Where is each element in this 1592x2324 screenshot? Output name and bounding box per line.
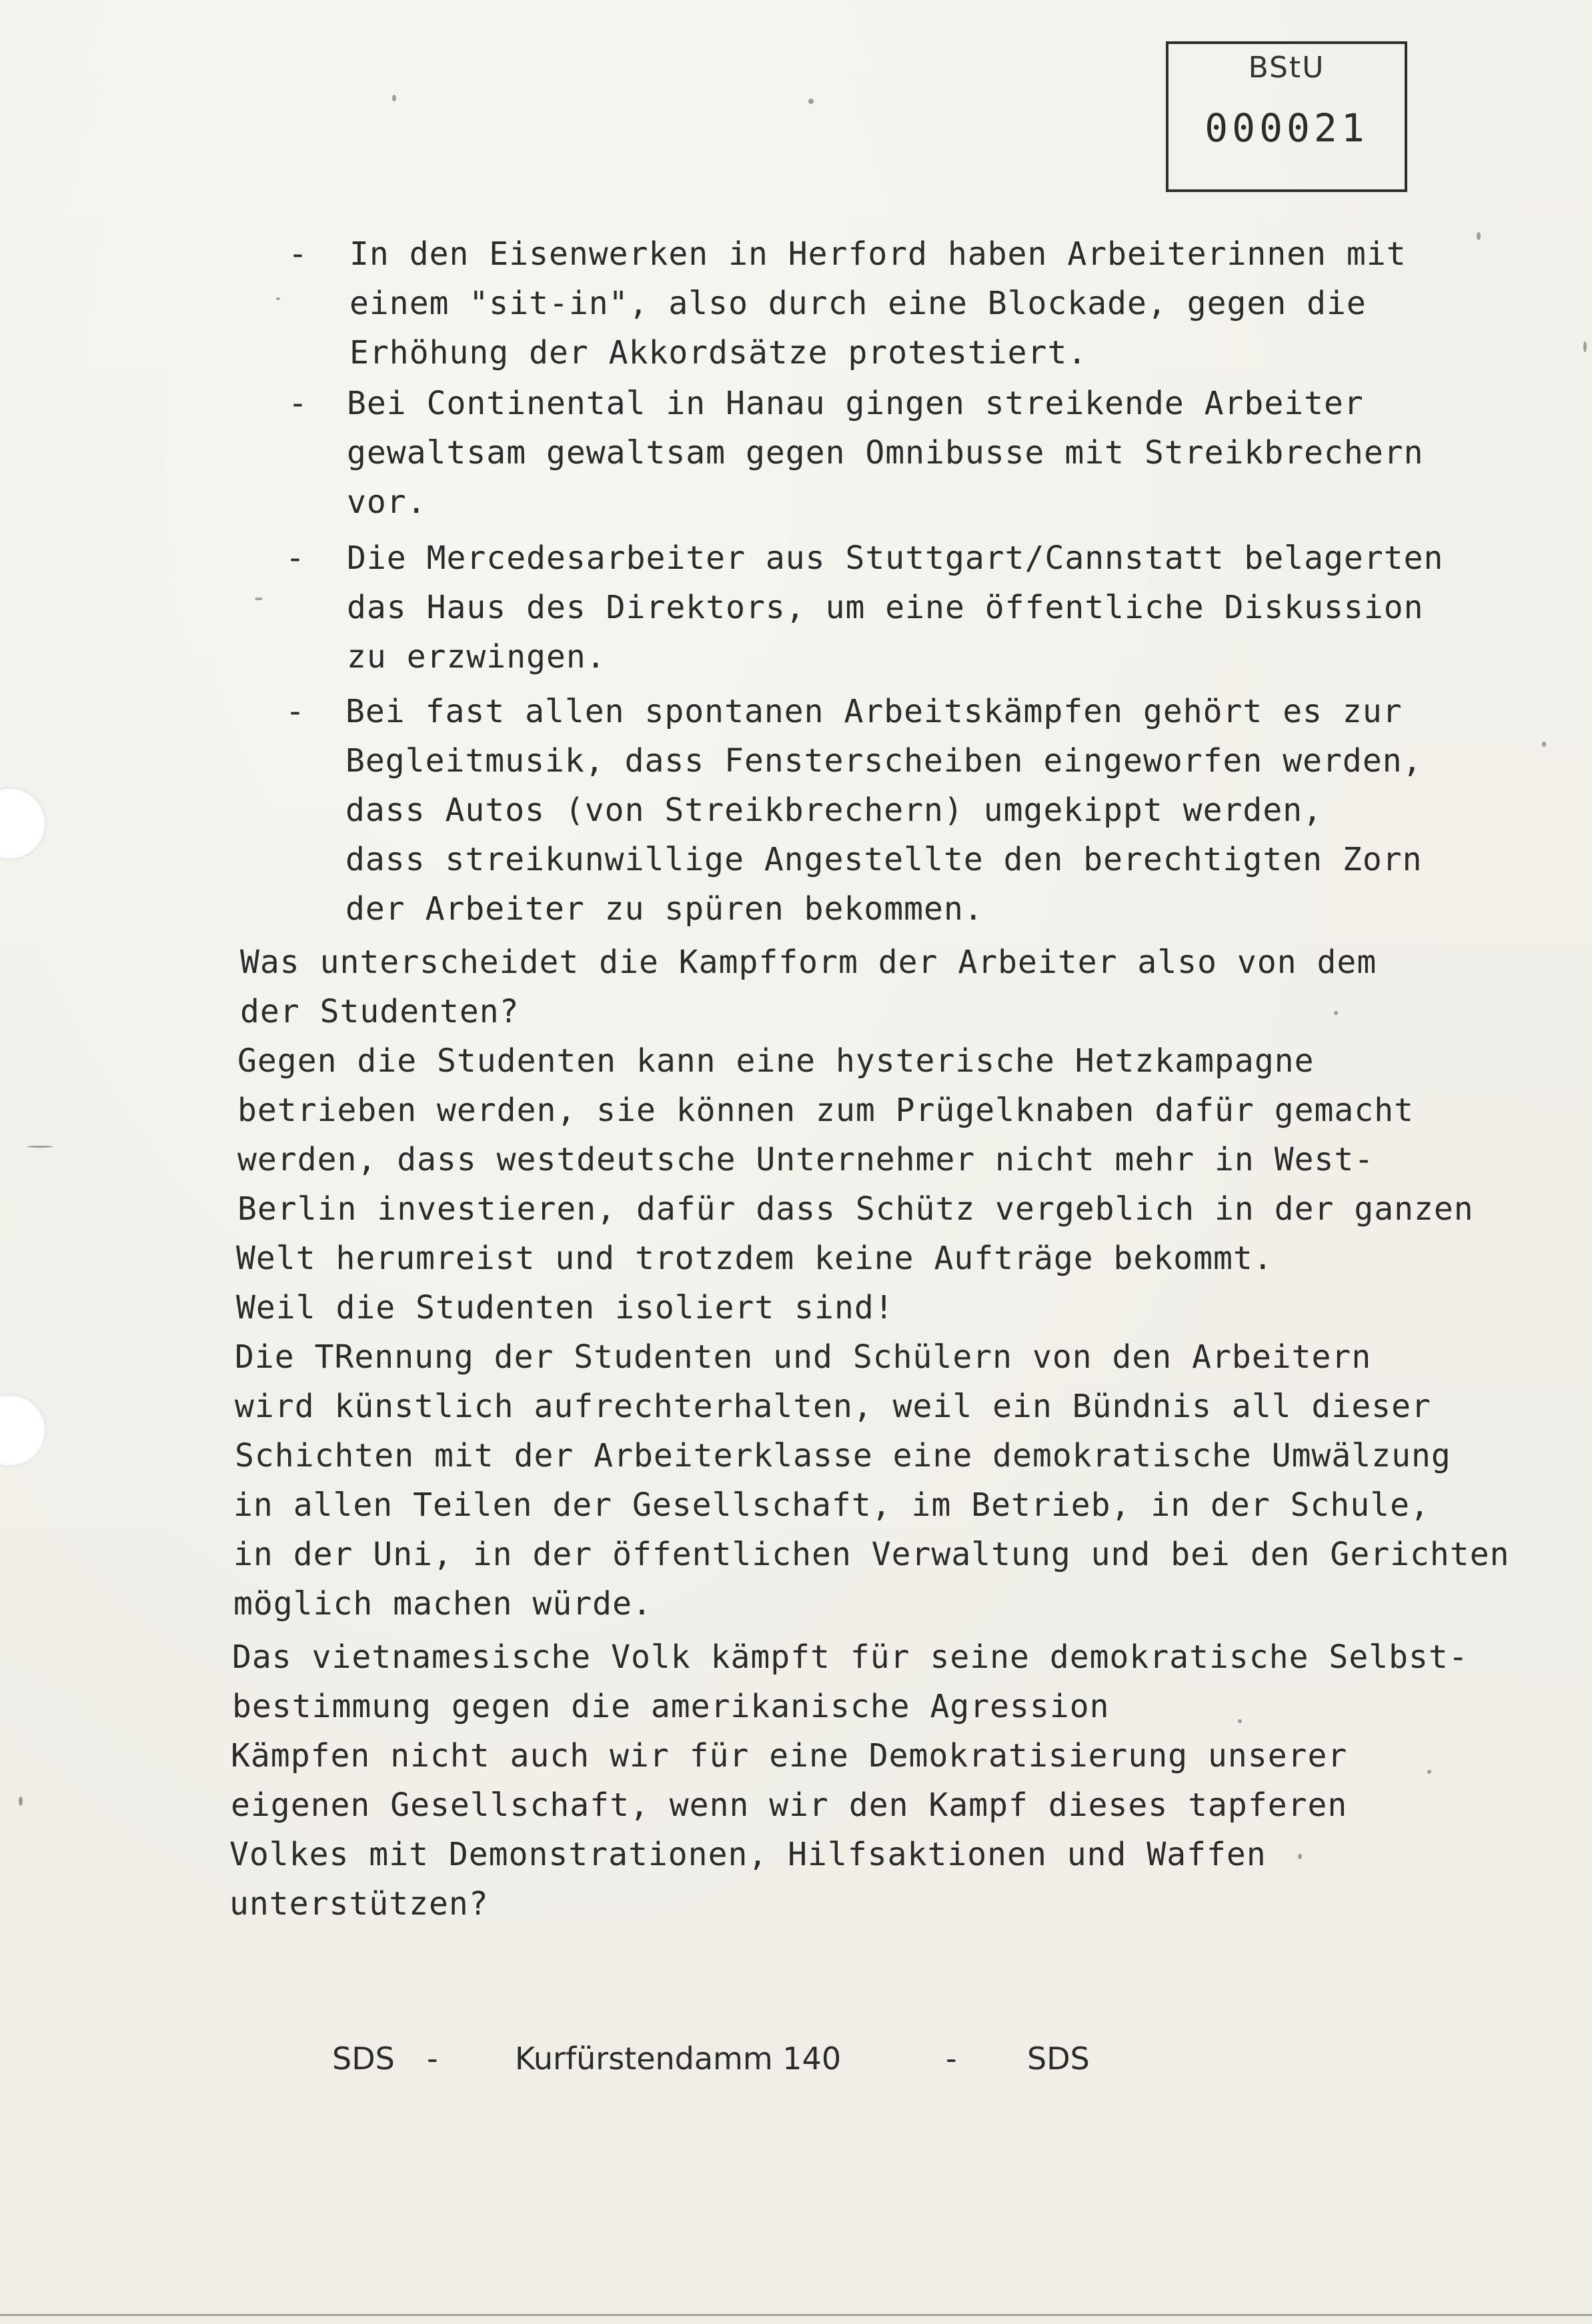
bullet-marker: - [285,539,305,577]
paper-speck [1238,1719,1242,1723]
bullet-line: Die Mercedesarbeiter aus Stuttgart/Cannstatt belagerten [347,539,1444,577]
paper-speck [808,99,814,104]
body-line: in allen Teilen der Gesellschaft, im Betrieb, in der Schule, [233,1486,1430,1524]
bullet-line: dass Autos (von Streikbrechern) umgekippt werden, [345,792,1323,829]
body-line: unterstützen? [229,1885,489,1923]
bullet-line: Bei fast allen spontanen Arbeitskämpfen gehört es zur [345,693,1403,730]
bullet-line: einem "sit-in", also durch eine Blockade, gegen die [349,285,1367,322]
footer-left: SDS [332,2041,395,2077]
paper-speck [1477,232,1481,240]
body-line: in der Uni, in der öffentlichen Verwaltung und bei den Gerichten [233,1536,1510,1573]
stamp-title: BStU [1248,51,1325,85]
bullet-line: Bei Continental in Hanau gingen streikende Arbeiter [347,385,1364,422]
paper-speck [1583,341,1587,352]
body-line: Welt herumreist und trotzdem keine Aufträge bekommt. [236,1240,1273,1277]
bullet-line: Erhöhung der Akkordsätze protestiert. [349,334,1088,371]
punch-hole [0,787,47,860]
bullet-line: der Arbeiter zu spüren bekommen. [345,890,984,928]
body-line: Volkes mit Demonstrationen, Hilfsaktionen und Waffen [229,1836,1267,1873]
paper-speck [1298,1854,1302,1859]
bullet-line: vor. [347,483,427,521]
body-line: Gegen die Studenten kann eine hysterische Hetzkampagne [237,1042,1315,1080]
bullet-line: dass streikunwillige Angestellte den berechtigten Zorn [345,841,1423,878]
bullet-line: gewaltsam gewaltsam gegen Omnibusse mit Streikbrechern [347,434,1424,471]
page-bottom-edge [0,2314,1592,2316]
body-line: betrieben werden, sie können zum Prügelknaben dafür gemacht [237,1092,1415,1129]
punch-hole [0,1394,47,1467]
bullet-line: Begleitmusik, dass Fensterscheiben eingeworfen werden, [345,742,1423,780]
paper-speck [27,1146,53,1148]
bullet-marker: - [288,235,307,273]
bullet-marker: - [288,385,307,422]
bullet-line: zu erzwingen. [347,638,606,676]
body-line: eigenen Gesellschaft, wenn wir den Kampf dieses tapferen [231,1787,1348,1824]
body-line: bestimmung gegen die amerikanische Agression [232,1688,1110,1725]
body-line: möglich machen würde. [233,1585,652,1622]
body-line: Die TRennung der Studenten und Schülern von den Arbeitern [235,1338,1372,1376]
paper-speck [255,598,263,600]
paper-speck [1542,742,1546,747]
paper-speck [19,1797,23,1806]
stamp-number: 000021 [1205,105,1369,151]
body-line: Weil die Studenten isoliert sind! [236,1289,894,1326]
paper-speck [276,297,280,300]
body-line: werden, dass westdeutsche Unternehmer nicht mehr in West- [237,1141,1375,1178]
paper-speck [1334,1011,1338,1015]
paper-speck [392,95,396,101]
body-line: Kämpfen nicht auch wir für eine Demokratisierung unserer [231,1737,1348,1775]
bullet-marker: - [285,693,305,730]
body-line: der Studenten? [240,993,520,1030]
body-line: Schichten mit der Arbeiterklasse eine demokratische Umwälzung [235,1437,1451,1474]
bullet-line: das Haus des Direktors, um eine öffentliche Diskussion [347,589,1424,626]
footer-right: SDS [1027,2041,1090,2077]
body-line: Das vietnamesische Volk kämpft für seine demokratische Selbst- [232,1638,1469,1676]
paper-speck [1427,1770,1431,1774]
body-line: Was unterscheidet die Kampfform der Arbeiter also von dem [240,944,1377,981]
footer-separator: - [427,2041,438,2077]
archive-stamp [1166,41,1407,192]
footer-address: Kurfürstendamm 140 [515,2041,842,2077]
bullet-line: In den Eisenwerken in Herford haben Arbeiterinnen mit [349,235,1407,273]
body-line: wird künstlich aufrechterhalten, weil ein Bündnis all dieser [235,1388,1431,1425]
footer-separator: - [946,2041,957,2077]
body-line: Berlin investieren, dafür dass Schütz vergeblich in der ganzen [237,1190,1474,1228]
